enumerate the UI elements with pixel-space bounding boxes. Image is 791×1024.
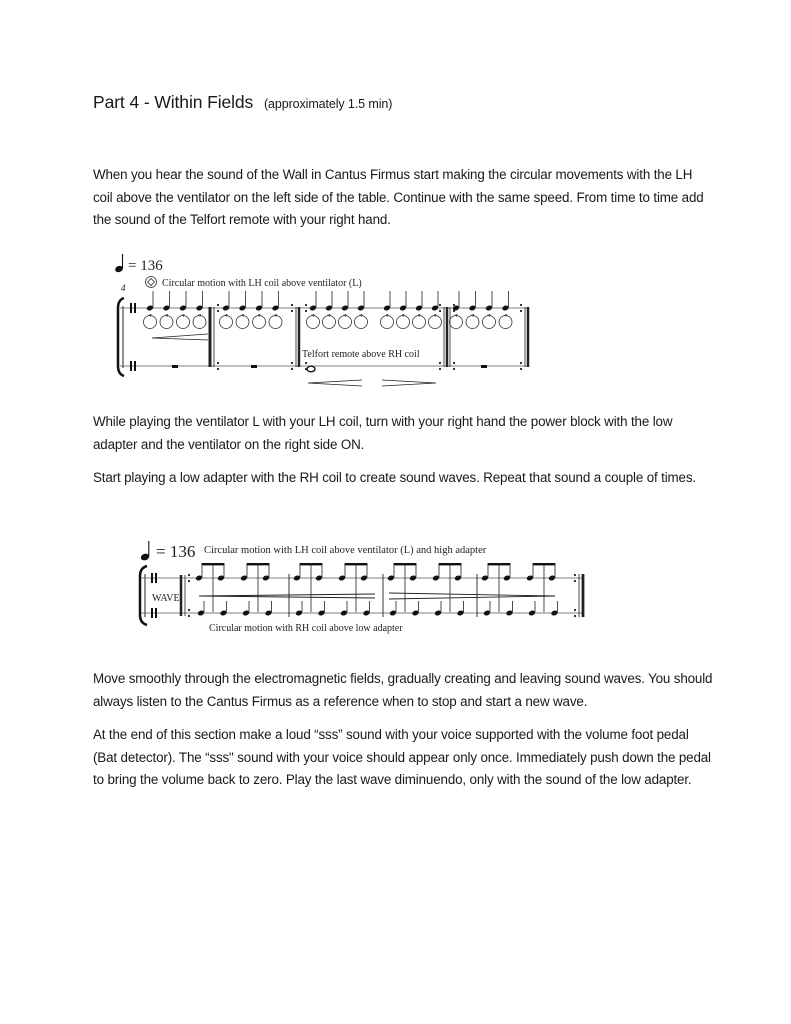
measure [293, 563, 370, 616]
barline [210, 304, 219, 370]
quarter-note-icon [140, 541, 150, 561]
page-title [93, 92, 392, 113]
hairpin-decrescendo-icon [152, 334, 208, 340]
measure [220, 291, 283, 368]
repeat-dot [574, 574, 576, 576]
repeat-dot [188, 574, 190, 576]
repeat-dot [188, 615, 190, 617]
circular-motion-circle-icon [339, 316, 352, 329]
whole-note [307, 366, 315, 372]
paragraph-sss-sound: At the end of this section make a loud “sss” sound with your voice supported with the volume foot pedal (Bat detector). The “sss" sound with your voice should appear only once. Immediately push down the pedal to bring the volume back to zero. Play the last wave diminuendo, only with the sound of the low adapter. [93, 727, 711, 787]
circular-motion-circle-icon [413, 316, 426, 329]
circular-motion-circle-icon [144, 316, 157, 329]
tempo-marking [140, 541, 195, 561]
clef-bar [130, 303, 132, 313]
whole-rest [251, 365, 257, 368]
paragraph-intro: When you hear the sound of the Wall in Cantus Firmus start making the circular movements with the LH coil above the ventilator on the left side of the table. Continue with the same speed. From time to time add the sound of the Telfort remote with your right hand. [93, 167, 704, 227]
repeat-dot [217, 310, 219, 312]
start-repeat-barline [181, 574, 190, 617]
measure [144, 291, 207, 368]
circular-motion-circle-icon [499, 316, 512, 329]
barline [291, 304, 307, 370]
clef-bar [155, 608, 157, 618]
circular-motion-circle-icon [220, 316, 233, 329]
measure [450, 291, 513, 368]
repeat-dot [439, 362, 441, 364]
barline [520, 304, 528, 370]
hairpin-line [382, 383, 436, 386]
hairpin-line [199, 594, 375, 596]
repeat-dot [520, 368, 522, 370]
lower-annotation: Circular motion with RH coil above low adapter [209, 623, 403, 634]
whole-rest [172, 365, 178, 368]
repeat-dot [574, 615, 576, 617]
score-excerpt-2 [125, 535, 605, 640]
clef-bar [155, 573, 157, 583]
circular-motion-circle-icon [253, 316, 266, 329]
repeat-dot [291, 368, 293, 370]
paragraph-low-adapter: Start playing a low adapter with the RH coil to create sound waves. Repeat that sound a couple of times. [93, 470, 696, 485]
repeat-dot [574, 580, 576, 582]
wave-hairpin-icon [389, 593, 555, 599]
circular-motion-circle-icon [381, 316, 394, 329]
repeat-dot [291, 310, 293, 312]
repeat-dot [305, 362, 307, 364]
circular-motion-circle-icon [193, 316, 206, 329]
measure [481, 563, 558, 616]
repeat-dot [439, 304, 441, 306]
hairpin-line [152, 334, 208, 338]
hairpin-line [389, 596, 555, 599]
clef-bar [151, 608, 153, 618]
whole-rest [481, 365, 487, 368]
repeat-dot [453, 362, 455, 364]
repeat-dot [291, 304, 293, 306]
hairpin-line [199, 596, 375, 598]
repeat-dot [305, 368, 307, 370]
repeat-dot [574, 609, 576, 611]
repeat-dot [439, 310, 441, 312]
tempo-text: = 136 [128, 258, 163, 274]
repeat-dot [453, 368, 455, 370]
repeat-dot [217, 362, 219, 364]
measure-number: 4 [121, 283, 126, 293]
lower-annotation: Telfort remote above RH coil [302, 349, 420, 360]
measure [195, 563, 272, 616]
repeat-dot [520, 304, 522, 306]
repeat-dot [291, 362, 293, 364]
wave-hairpin-icon [199, 594, 375, 598]
quarter-note-icon [114, 254, 124, 273]
title-main: Part 4 - Within Fields [93, 92, 254, 112]
paragraph-ventilator: While playing the ventilator L with your LH coil, turn with your right hand the power block with the low adapter and the ventilator on the right side ON. [93, 414, 673, 452]
circular-motion-circle-icon [307, 316, 320, 329]
hairpin-crescendo-icon [308, 380, 362, 386]
staff-label: WAVE [152, 593, 180, 604]
barline [439, 304, 455, 370]
circular-motion-circle-icon [450, 316, 463, 329]
clef-bar [130, 361, 132, 371]
hairpin-line [308, 383, 362, 386]
system-bracket [140, 566, 147, 625]
clef-bar [151, 573, 153, 583]
circular-motion-circle-icon [236, 316, 249, 329]
hairpin-line [382, 380, 436, 383]
repeat-dot [453, 310, 455, 312]
circular-motion-symbol-icon [146, 277, 157, 288]
repeat-dot [217, 304, 219, 306]
tempo-text: = 136 [156, 542, 196, 561]
circular-motion-circle-icon [269, 316, 282, 329]
repeat-dot [217, 368, 219, 370]
circular-motion-circle-icon [177, 316, 190, 329]
score-excerpt-1 [100, 245, 560, 395]
repeat-dot [305, 310, 307, 312]
circular-motion-circle-icon [323, 316, 336, 329]
repeat-dot [188, 580, 190, 582]
circular-motion-circle-icon [466, 316, 479, 329]
hairpin-line [152, 338, 208, 340]
circular-motion-circle-icon [483, 316, 496, 329]
hairpin-line [389, 593, 555, 596]
hairpin-line [308, 380, 362, 383]
clef-bar [134, 361, 136, 371]
circular-motion-circle-icon [429, 316, 442, 329]
hairpin-decrescendo-icon [382, 380, 436, 386]
repeat-dot [439, 368, 441, 370]
repeat-dot [188, 609, 190, 611]
title-duration: (approximately 1.5 min) [263, 97, 393, 111]
repeat-dot [453, 304, 455, 306]
circular-motion-circle-icon [397, 316, 410, 329]
end-repeat-barline [574, 574, 583, 617]
repeat-dot [520, 310, 522, 312]
tempo-marking [114, 254, 163, 274]
repeat-dot [520, 362, 522, 364]
circular-motion-circle-icon [160, 316, 173, 329]
upper-annotation: Circular motion with LH coil above ventilator (L) and high adapter [204, 545, 487, 556]
circular-motion-circle-icon [355, 316, 368, 329]
clef-bar [134, 303, 136, 313]
repeat-dot [305, 304, 307, 306]
paragraph-smooth-movement: Move smoothly through the electromagnetic fields, gradually creating and leaving sound waves. You should always listen to the Cantus Firmus as a reference when to stop and start a new wave. [93, 671, 713, 709]
measure [387, 563, 464, 616]
upper-annotation: Circular motion with LH coil above ventilator (L) [162, 278, 362, 289]
